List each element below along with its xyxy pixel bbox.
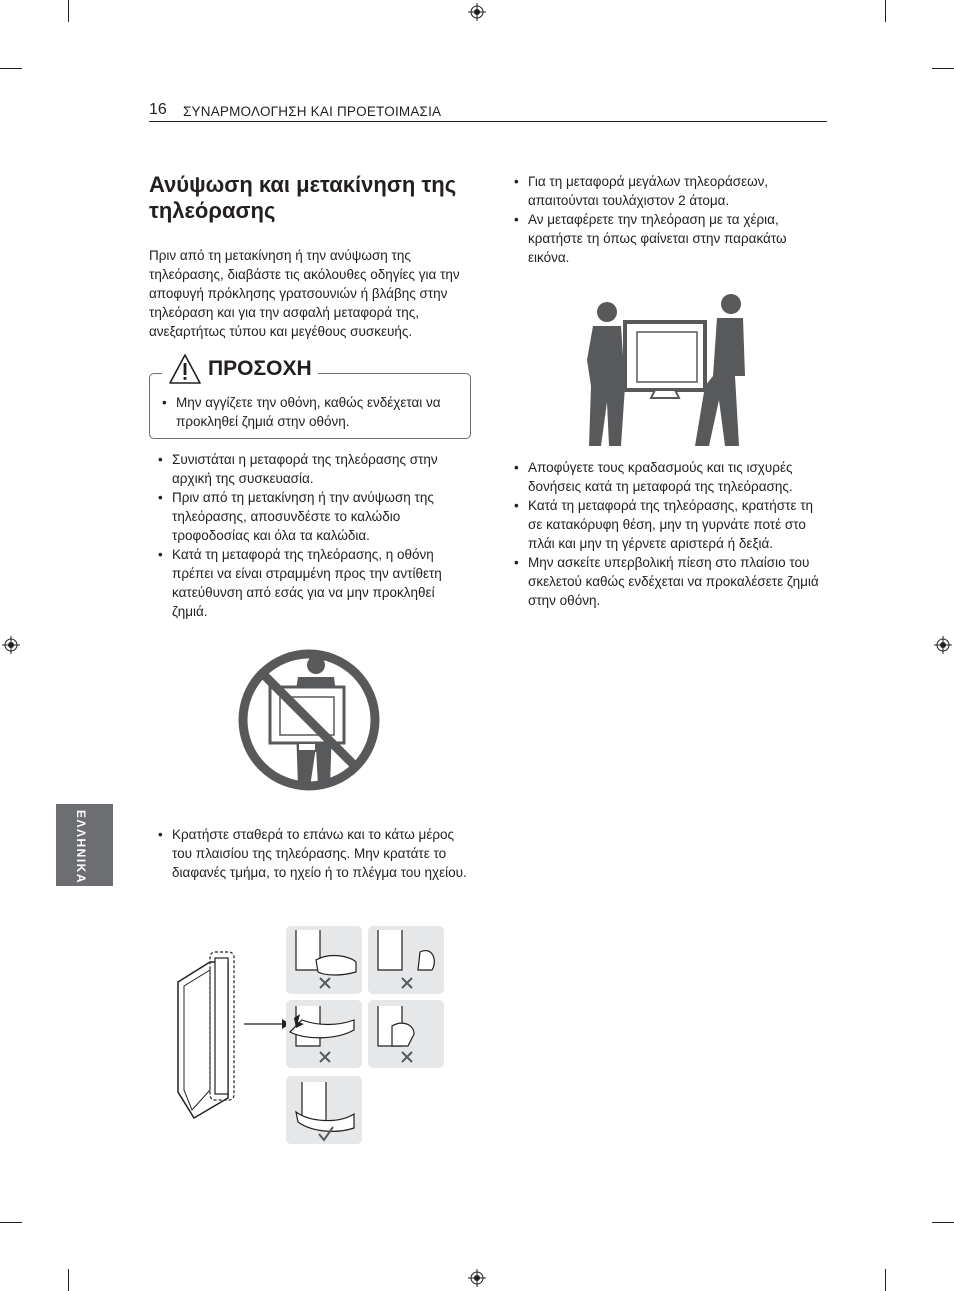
crop-mark <box>68 1269 69 1291</box>
crop-mark <box>68 0 69 22</box>
right-bullet-list-1 <box>514 172 828 267</box>
intro-paragraph: Πριν από τη μετακίνηση ή την ανύψωση της τηλεόρασης, διαβάστε τις ακόλουθες οδηγίες για την αποφυγή πρόκλησης γρατσουνιών ή βλάβης στην τηλεόραση και για την ασφαλή μεταφορά της, ανεξαρτήτως τύπου και μεγέθους συσκευής. <box>149 248 460 339</box>
list-item: • Μην ασκείτε υπερβολική πίεση στο πλαίσιο του σκελετού καθώς ενδέχεται να προκαλέσετε ζημιά στην οθόνη. <box>514 553 830 610</box>
caution-item: • Μην αγγίζετε την οθόνη, καθώς ενδέχεται να προκληθεί ζημιά στην οθόνη. <box>162 393 462 431</box>
caution-heading <box>162 351 318 387</box>
language-tab-label: ΕΛΛΗΝΙΚΑ <box>74 810 88 885</box>
language-tab <box>56 804 113 886</box>
page-number: 16 <box>149 101 167 118</box>
list-item: • Για τη μεταφορά μεγάλων τηλεοράσεων, απαιτούνται τουλάχιστον 2 άτομα. <box>514 172 828 210</box>
list-item: • Κρατήστε σταθερά το επάνω και το κάτω μέρος του πλαισίου της τηλεόρασης. Μην κρατάτε το διαφανές τμήμα, το ηχείο ή το πλέγμα του ηχείου. <box>158 825 472 882</box>
registration-mark-icon <box>468 3 486 21</box>
right-bullet-list-2 <box>514 458 830 610</box>
list-item: • Αν μεταφέρετε την τηλεόραση με τα χέρια, κρατήστε τη όπως φαίνεται στην παρακάτω εικόνα. <box>514 210 828 267</box>
tv-grip-illustration <box>170 922 450 1150</box>
header-rule <box>149 121 827 122</box>
section-title: Ανύψωση και μετακίνηση της τηλεόρασης <box>149 172 457 223</box>
crop-mark <box>932 68 954 69</box>
list-item: • Συνιστάται η μεταφορά της τηλεόρασης στην αρχική της συσκευασία. <box>158 450 470 488</box>
list-item: • Πριν από τη μετακίνηση ή την ανύψωση της τηλεόρασης, αποσυνδέστε το καλώδιο τροφοδοσίας και όλα τα καλώδια. <box>158 488 470 545</box>
list-item: • Αποφύγετε τους κραδασμούς και τις ισχυρές δονήσεις κατά τη μεταφορά της τηλεόρασης. <box>514 458 830 496</box>
crop-mark <box>885 1269 886 1291</box>
left-bullet-list-2 <box>158 825 472 882</box>
two-person-carry-illustration <box>585 290 747 448</box>
running-header-title: ΣΥΝΑΡΜΟΛΟΓΗΣΗ ΚΑΙ ΠΡΟΕΤΟΙΜΑΣΙΑ <box>183 104 442 119</box>
list-item: • Κατά τη μεταφορά της τηλεόρασης, κρατήστε τη σε κατακόρυφη θέση, μην τη γυρνάτε ποτέ στο πλάι και μην τη γέρνετε αριστερά ή δεξιά. <box>514 496 830 553</box>
crop-mark <box>932 1222 954 1223</box>
crop-mark <box>0 68 22 69</box>
crop-mark <box>0 1222 22 1223</box>
caution-list <box>162 393 462 431</box>
list-item: • Κατά τη μεταφορά της τηλεόρασης, η οθόνη πρέπει να είναι στραμμένη προς την αντίθετη κατεύθυνση από εσάς για να μην προκληθεί ζημιά. <box>158 545 470 621</box>
crop-mark <box>885 0 886 22</box>
warning-triangle-icon <box>168 353 202 385</box>
registration-mark-icon <box>934 636 952 654</box>
left-bullet-list <box>158 450 470 621</box>
prohibited-carry-illustration <box>236 647 382 793</box>
registration-mark-icon <box>468 1269 486 1287</box>
caution-label: ΠΡΟΣΟΧΗ <box>208 357 312 380</box>
registration-mark-icon <box>2 636 20 654</box>
